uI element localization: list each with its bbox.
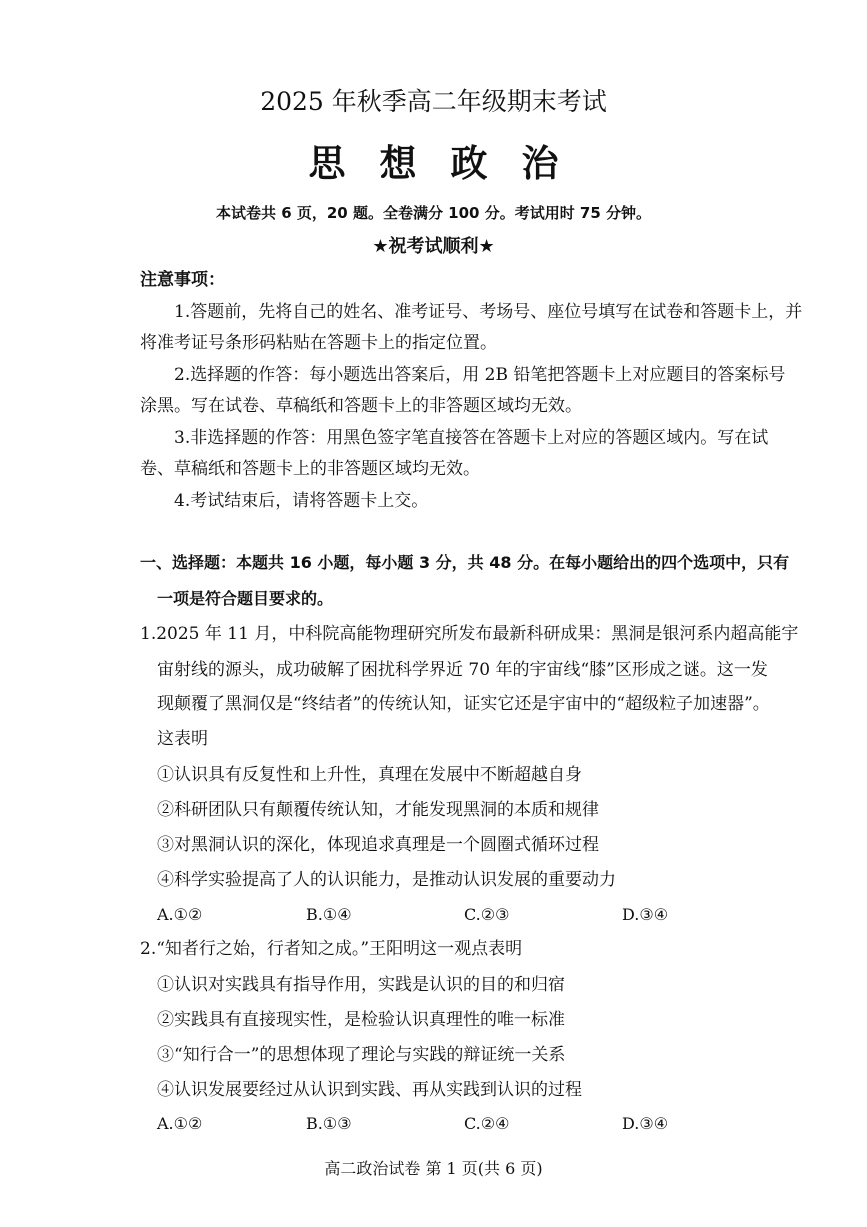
- statement: ②科研团队只有颠覆传统认知，才能发现黑洞的本质和规律: [157, 800, 599, 820]
- exam-title: 2025 年秋季高二年级期末考试: [260, 87, 607, 116]
- statement: ②实践具有直接现实性，是检验认识真理性的唯一标准: [157, 1010, 565, 1030]
- option-d: D.③④: [622, 1114, 669, 1133]
- note-line: 1.答题前，先将自己的姓名、准考证号、考场号、座位号填写在试卷和答题卡上，并: [174, 302, 803, 322]
- notes-heading: 注意事项：: [140, 270, 225, 290]
- statement: ④科学实验提高了人的认识能力，是推动认识发展的重要动力: [157, 870, 616, 890]
- option-b: B.①③: [306, 1114, 352, 1133]
- note-line: 将准考证号条形码粘贴在答题卡上的指定位置。: [140, 333, 497, 353]
- option-c: C.②③: [464, 905, 510, 924]
- question-stem: 1.2025 年 11 月，中科院高能物理研究所发布最新科研成果：黑洞是银河系内超高能宇: [140, 624, 799, 644]
- option-d: D.③④: [622, 905, 669, 924]
- section-heading-cont: 一项是符合题目要求的。: [157, 589, 334, 608]
- option-c: C.②④: [464, 1114, 510, 1133]
- option-a: A.①②: [157, 905, 203, 924]
- note-line: 4.考试结束后，请将答题卡上交。: [174, 491, 429, 511]
- subject-title: 思想政治: [308, 142, 593, 185]
- note-line: 3.非选择题的作答：用黑色签字笔直接答在答题卡上对应的答题区域内。写在试: [174, 428, 769, 448]
- option-a: A.①②: [157, 1114, 203, 1133]
- question-stem: 这表明: [157, 729, 208, 749]
- statement: ④认识发展要经过从认识到实践、再从实践到认识的过程: [157, 1080, 582, 1100]
- question-stem: 2.“知者行之始，行者知之成。”王阳明这一观点表明: [140, 939, 523, 959]
- page-footer: 高二政治试卷 第 1 页(共 6 页): [324, 1159, 543, 1178]
- option-b: B.①④: [306, 905, 352, 924]
- section-heading: 一、选择题：本题共 16 小题，每小题 3 分，共 48 分。在每小题给出的四个选项中，只有: [140, 553, 790, 572]
- question-stem: 宙射线的源头，成功破解了困扰科学界近 70 年的宇宙线“膝”区形成之谜。这一发: [157, 660, 768, 680]
- statement: ①认识对实践具有指导作用，实践是认识的目的和归宿: [157, 975, 565, 995]
- good-luck-banner: ★祝考试顺利★: [372, 236, 495, 257]
- note-line: 2.选择题的作答：每小题选出答案后，用 2B 铅笔把答题卡上对应题目的答案标号: [174, 365, 786, 385]
- exam-info: 本试卷共 6 页，20 题。全卷满分 100 分。考试用时 75 分钟。: [215, 204, 652, 222]
- question-stem: 现颠覆了黑洞仅是“终结者”的传统认知，证实它还是宇宙中的“超级粒子加速器”。: [157, 694, 770, 714]
- statement: ③“知行合一”的思想体现了理论与实践的辩证统一关系: [157, 1045, 566, 1065]
- statement: ①认识具有反复性和上升性，真理在发展中不断超越自身: [157, 765, 582, 785]
- note-line: 卷、草稿纸和答题卡上的非答题区域均无效。: [140, 459, 480, 479]
- statement: ③对黑洞认识的深化，体现追求真理是一个圆圈式循环过程: [157, 835, 599, 855]
- note-line: 涂黑。写在试卷、草稿纸和答题卡上的非答题区域均无效。: [140, 396, 582, 416]
